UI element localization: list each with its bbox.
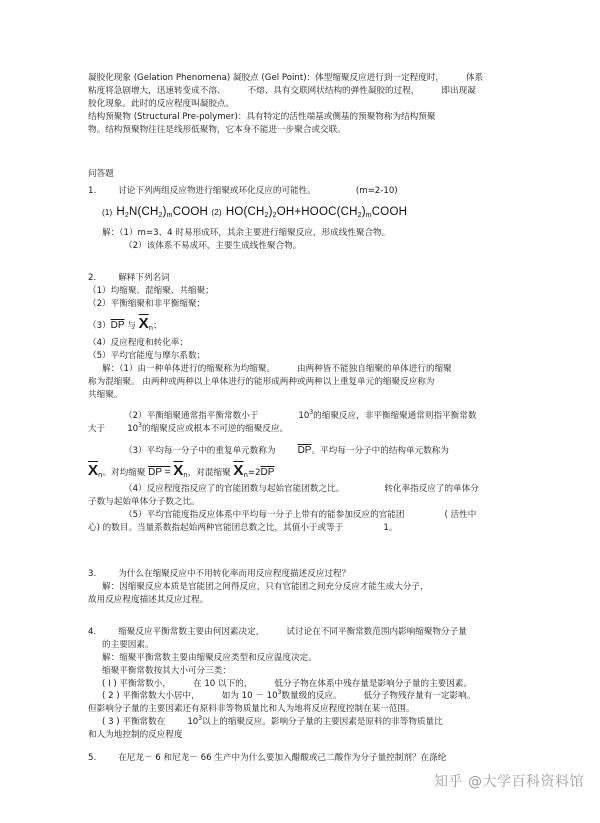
question-text: 解释下列名词 <box>118 273 170 283</box>
answer: 解：（1）由一种单体进行的缩聚称为均缩聚。 <box>102 363 276 374</box>
subscript: n <box>243 471 248 480</box>
text: 即出现凝 <box>441 85 476 96</box>
formula-line <box>88 204 520 221</box>
formula-label: (2) <box>211 207 222 217</box>
equation: DP = <box>148 467 171 479</box>
answer: 转化率指反应了的单体分 <box>384 483 479 494</box>
text: 物。结构预聚物往往是线形低聚物，它本身不能进一步聚合或交联。 <box>88 124 346 135</box>
question-number: 4. <box>88 627 97 637</box>
answer: 大于 <box>88 423 106 434</box>
answer: （4）反应程度指反应了的官能团数与起始官能团数之比。 <box>124 483 345 494</box>
answer: 称为混缩聚。 由两种或两种以上单体进行的能形成两种或两种以上重复单元的缩聚反应称为 <box>88 376 435 387</box>
text: 体系 <box>466 73 484 83</box>
superscript: 3 <box>138 421 142 429</box>
dp-symbol: $\overline{DP}$ <box>260 467 275 479</box>
answer: 低分子物在体系中残存量是影响分子量的主要因素。 <box>274 678 473 689</box>
answer: （5）平均官能度指反应体系中平均每一分子上带有的能参加反应的官能团 <box>124 509 405 520</box>
answer: 解：缩聚平衡常数主要由缩聚反应类型和反应温度决定。 <box>102 652 317 663</box>
answer: 共缩聚。 <box>88 389 123 400</box>
answer: 如为 10 － 10 <box>221 691 278 702</box>
superscript: 3 <box>198 715 203 723</box>
answer: 在 10 以下的， <box>193 678 253 689</box>
section-title <box>88 168 520 181</box>
answer: 子数与起始单体分子数之比。 <box>88 496 200 507</box>
answer: 解：因缩聚反应本质是官能团之间得反应，只有官能团之间充分反应才能生成大分子， <box>102 581 429 592</box>
list-item <box>88 313 520 336</box>
condition: (m=2-10) <box>355 186 398 196</box>
text: 不熔、具有交联网状结构的弹性凝胶的过程， <box>247 85 420 96</box>
definition-gelation <box>88 72 520 136</box>
answer: （2）平衡缩聚通常指平衡常数小于 <box>124 410 259 421</box>
answer: ( 活性中 <box>444 509 477 520</box>
answer: 和人为地控制的反应程度 <box>88 730 183 741</box>
text: 与 <box>127 320 136 331</box>
xn-symbol: $\overline{X}$ <box>138 314 149 332</box>
list-item: （1）均缩聚、混缩聚、共缩聚； <box>88 285 214 296</box>
answer: 数量级的反应。 <box>281 691 342 702</box>
answer: 但影响分子量的主要因素还有原料非等物质量比和人为地将反应程度控制在某一范围。 <box>88 704 415 715</box>
formula-label: (1) <box>102 207 113 217</box>
answer: 解：（1）m=3、4 时易形成环，其余主要进行缩聚反应，形成线性聚合物。 <box>102 228 391 239</box>
subscript: n <box>98 471 103 480</box>
text: ； <box>153 320 162 331</box>
question-4 <box>88 626 520 742</box>
equation: =2 <box>247 468 261 479</box>
answer: 心) 的数目。当量系数指起始两种官能团总数之比，其值小于或等于 <box>88 522 344 533</box>
answer: ( 3 ) 平衡常数在 <box>102 717 166 728</box>
question-number: 5. <box>88 753 97 763</box>
list-item: （2）平衡缩聚和非平衡缩聚； <box>88 298 206 309</box>
superscript: 3 <box>309 408 314 416</box>
watermark: 知乎 @大学百科资料馆 <box>434 774 584 790</box>
xn-symbol: $\overline{X}$ <box>233 462 244 480</box>
answer: 。平均每一分子中的结构单元数称为 <box>311 446 449 457</box>
superscript: 3 <box>277 689 282 697</box>
number: 10 <box>298 410 310 421</box>
question-number: 2. <box>88 273 97 283</box>
question-text: 讨论下列两组反应物进行缩聚或环化反应的可能性。 <box>118 186 316 196</box>
text: 凝胶化现象 (Gelation Phenomena) 凝胶点 (Gel Point)：体型缩聚反应进行到一定程度时， <box>88 73 445 83</box>
question-text: 缩聚反应平衡常数主要由何因素决定， <box>118 627 265 637</box>
list-item: （5）平均官能度与摩尔系数； <box>88 351 206 362</box>
formula-2: $HO(CH_2)_2OH+HOOC(CH_2)_mCOOH$ <box>225 205 408 219</box>
answer: 的缩聚反应，非平衡缩聚通常则指平衡常数 <box>313 410 477 421</box>
number: 10 <box>127 423 139 434</box>
question-1 <box>88 185 520 253</box>
dp-symbol: $\overline{DP}$ <box>297 445 312 457</box>
answer: ，对混缩聚 <box>187 468 231 479</box>
answer: 。对均缩聚 <box>102 468 146 479</box>
question-text: 为什么在缩聚反应中不用转化率而用反应程度描述反应过程？ <box>118 569 351 579</box>
question-number: 1. <box>88 186 97 196</box>
answer: 由两种皆不能独自缩聚的单体进行的缩聚 <box>297 363 452 374</box>
number: 10 <box>187 717 199 728</box>
answer: 1。 <box>383 522 398 533</box>
xn-symbol: $\overline{X}$ <box>88 462 99 480</box>
subscript: n <box>183 471 188 480</box>
dp-symbol: $\overline{DP}$ <box>110 319 125 331</box>
question-text: 在尼龙－ 6 和尼龙－ 66 生产中为什么要加入醋酸或己二酸作为分子量控制剂？在涤纶 <box>118 753 447 763</box>
question-2 <box>88 272 520 534</box>
question-text: 试讨论在不同平衡常数范围内影响缩聚物分子量 <box>286 627 467 637</box>
answer: ( 2 ) 平衡常数大小居中， <box>102 691 200 702</box>
text: 胶化现象。此时的反应程度叫凝胶点。 <box>88 98 235 109</box>
subscript: n <box>148 323 154 332</box>
formula-1: $H_2N(CH_2)_mCOOH$ <box>116 205 209 219</box>
answer: 故用反应程度描述其反应过程。 <box>88 594 209 605</box>
answer: 缩聚平衡常数按其大小可分三类： <box>102 665 231 676</box>
question-text: 的主要因素。 <box>102 639 154 650</box>
list-item: （4）反应程度和转化率； <box>88 338 188 349</box>
qa-title: 问答题 <box>88 169 114 179</box>
question-3 <box>88 568 520 607</box>
question-5 <box>88 752 520 765</box>
answer: ( Ⅰ ) 平衡常数小， <box>102 678 171 689</box>
answer: 以上的缩聚反应。影响分子量的主要因素是原料的非等物质量比 <box>202 717 443 728</box>
text: 粘度将急剧增大，迅速转变成不溶、 <box>88 85 226 96</box>
answer: 的缩聚反应或根本不可逆的缩聚反应。 <box>141 423 289 434</box>
question-number: 3. <box>88 569 97 579</box>
text: （3） <box>88 320 111 331</box>
text: 结构预聚物 (Structural Pre-polymer)：具有特定的活性端基或侧基的预聚物称为结构预聚 <box>88 111 436 122</box>
answer: （3）平均每一分子中的重复单元数称为 <box>124 446 276 457</box>
answer: 低分子物残存量有一定影响。 <box>363 691 476 702</box>
xn-symbol: $\overline{X}$ <box>173 462 184 480</box>
answer: （2）该体系不易成环，主要生成线性聚合物。 <box>124 241 302 252</box>
